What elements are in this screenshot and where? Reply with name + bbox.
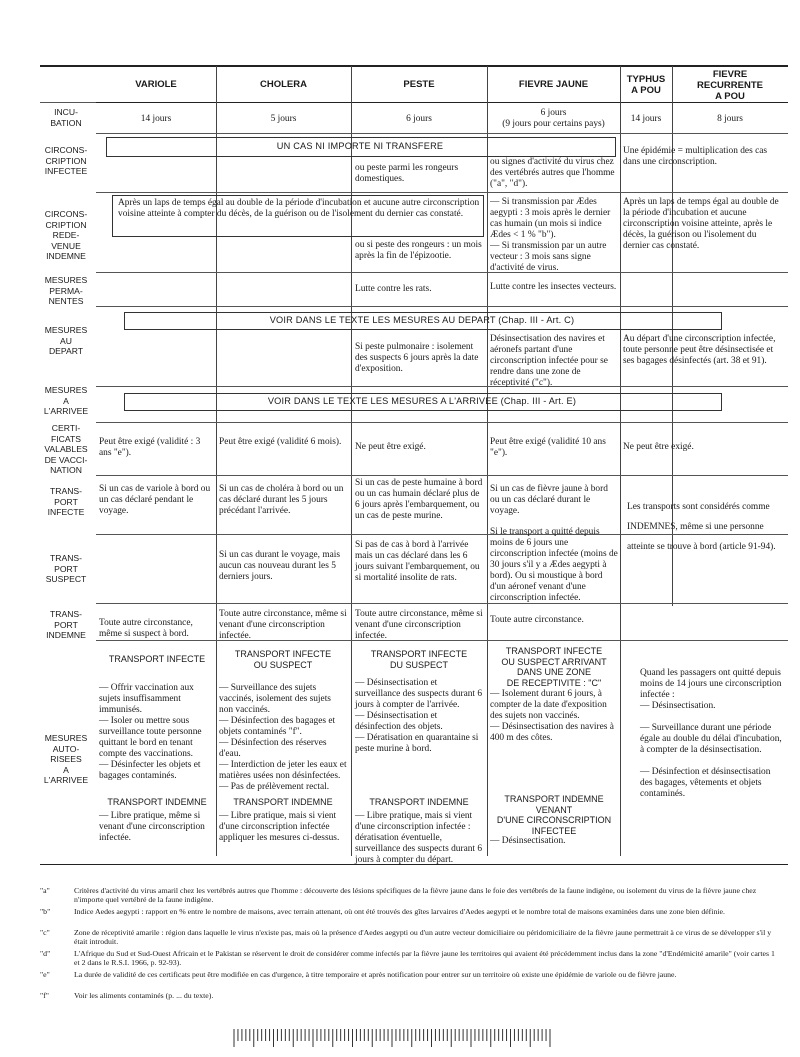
footnote-text: L'Afrique du Sud et Sud-Ouest Africain et le Pakistan se réservent le droit de considérer comme infectés par la fièvre jaune les territoires qui avaient été précédemment inclus dans la zone "d'Endémicité amarile" (voir cartes 1 et 2 dans le R.S.I. 1966, p. 92-93). [74, 949, 775, 967]
autorisees-peste-heading-1: TRANSPORT INFECTE DU SUSPECT [370, 649, 468, 670]
footnote-f [40, 991, 780, 1000]
footnote-key: "d" [40, 949, 51, 958]
depart-typhus-recurrente: Au départ d'une circonscription infectée, toute personne peut être désinsectisée et ses bagages désinfectés (art. 38 et 91). [623, 334, 776, 366]
col-header-typhus: TYPHUS A POU [626, 74, 666, 96]
row-separator [96, 475, 788, 476]
footnote-key: "b" [40, 907, 51, 916]
col-header-variole: VARIOLE [135, 79, 177, 90]
row-label-circonscription-redevenue-indemne: CIRCONS- CRIPTION REDE- VENUE INDEMNE [44, 209, 88, 261]
autorisees-peste-heading-2: TRANSPORT INDEMNE [369, 797, 469, 807]
footnote-key: "c" [40, 928, 50, 937]
banner-mesures-arrivee: VOIR DANS LE TEXTE LES MESURES A L'ARRIVEE (Chap. III - Art. E) [267, 396, 577, 406]
autorisees-peste-text-2: — Libre pratique, mais si vient d'une circonscription infectée : dératisation éventuelle, surveillance des suspects durant 6 jours à compter du départ. [355, 811, 483, 865]
footnote-text: Indice Aedes aegypti : rapport en % entre le nombre de maisons, avec terrain attenant, où ont été trouvés des gîtes larvaires d'Aedes aegypti et le nombre total de maisons examinées dans une zone bien définie. [74, 907, 725, 916]
autorisees-fievre-text-2: — Désinsectisation. [490, 836, 566, 846]
banner-mesures-depart: VOIR DANS LE TEXTE LES MESURES AU DEPART (Chap. III - Art. C) [269, 315, 575, 325]
infecte-variole: Si un cas de variole à bord ou un cas déclaré pendant le voyage. [99, 484, 211, 516]
incubation-cholera: 5 jours [270, 114, 297, 124]
col-header-peste: PESTE [403, 79, 435, 90]
autorisees-variole-text-2: — Libre pratique, même si venant d'une circonscription infectée. [99, 811, 205, 843]
row-separator [40, 102, 96, 103]
row-label-incubation: INCU- BATION [50, 107, 82, 128]
col-divider [216, 66, 217, 856]
indemne-fievre-jaune: Toute autre circonstance. [490, 615, 584, 625]
infecte-peste: Si un cas de peste humaine à bord ou un cas humain déclaré plus de 6 jours après l'embarquement, ou un cas de peste murine. [355, 478, 483, 521]
incubation-fievre-jaune: 6 jours (9 jours pour certains pays) [502, 108, 605, 129]
footnote-text: Critères d'activité du virus amaril chez les vertébrés autres que l'homme : découverte des lésions spécifiques de la fièvre jaune dans le foie des vertébrés de la faune indigène, ou isolement du virus de la fièvre jaune chez n'importe quel vertébré de la faune indigène. [74, 886, 757, 904]
autorisees-fievre-heading-2: TRANSPORT INDEMNE VENANT D'UNE CIRCONSCRIPTION INFECTEE [496, 794, 612, 836]
incubation-variole: 14 jours [140, 114, 172, 124]
footnote-key: "a" [40, 886, 50, 895]
infectee-typhus-recurrente: Une épidémie = multiplication des cas dans une circonscription. [623, 146, 768, 167]
certificats-variole: Peut être exigé (validité : 3 ans "e"). [99, 437, 201, 458]
autorisees-cholera-text-2: — Libre pratique, mais si vient d'une circonscription infectée appliquer les mesures ci-dessus. [219, 811, 340, 843]
footnote-b [40, 907, 780, 916]
transport-typhus-recurrente-note: Les transports sont considérés comme INDEMNES, même si une personne atteinte se trouve à bord (article 91-94). [627, 502, 776, 552]
footnote-d [40, 949, 780, 967]
row-separator [96, 133, 788, 134]
banner-un-cas: UN CAS NI IMPORTE NI TRANSFERE [276, 141, 444, 151]
autorisees-cholera-heading-1: TRANSPORT INFECTE OU SUSPECT [234, 649, 332, 670]
depart-peste: Si peste pulmonaire : isolement des suspects 6 jours après la date d'exposition. [355, 342, 479, 374]
row-label-transport-suspect: TRANS- PORT SUSPECT [45, 553, 87, 584]
row-label-mesures-permanentes: MESURES PERMA- NENTES [44, 275, 88, 306]
footnote-c [40, 928, 780, 946]
col-header-fievre-jaune: FIEVRE JAUNE [518, 79, 589, 90]
row-separator [96, 422, 788, 423]
footnote-key: "f" [40, 991, 49, 1000]
redevenue-boxed-text: Après un laps de temps égal au double de la période d'incubation et aucune autre circonscription voisine atteinte à compter du décès, de la guérison ou de l'isolement du dernier cas constaté. [118, 198, 480, 219]
redevenue-typhus-recurrente: Après un laps de temps égal au double de la période d'incubation et aucune circonscription voisine atteinte, après le décès, la guérison ou l'isolement du dernier cas constaté. [623, 197, 779, 251]
col-divider [620, 66, 621, 856]
indemne-peste: Toute autre circonstance, même si venant d'une circonscription infectée. [355, 609, 483, 641]
row-label-certificats: CERTI- FICATS VALABLES DE VACCI- NATION [44, 423, 88, 475]
col-header-cholera: CHOLERA [260, 79, 307, 90]
autorisees-cholera-text-1: — Surveillance des sujets vaccinés, isolement des sujets non vaccinés. — Désinfection des bagages et objets contaminés "f". — Désinfection des réserves d'eau. — Interdiction de jeter les eaux et matières usées non désinfectées. — Pas de prélèvement rectal. [219, 683, 347, 792]
infectee-fievre-jaune: ou signes d'activité du virus chez des vertébrés autres que l'homme ("a", "d"). [490, 157, 615, 189]
certificats-cholera: Peut être exigé (validité 6 mois). [219, 437, 342, 447]
infecte-cholera: Si un cas de choléra à bord ou un cas déclaré durant les 5 jours précédant l'arrivée. [219, 484, 344, 516]
scan-ruler [232, 1027, 552, 1049]
suspect-cholera: Si un cas durant le voyage, mais aucun cas nouveau durant les 5 derniers jours. [219, 550, 341, 582]
infecte-fievre-jaune: Si un cas de fièvre jaune à bord ou un cas déclaré durant le voyage. [490, 484, 608, 516]
autorisees-variole-heading-1: TRANSPORT INFECTE [108, 654, 206, 664]
depart-fievre-jaune: Désinsectisation des navires et aéronefs partant d'une circonscription infectée pour se rendre dans une zone de réceptivité ("c"). [490, 334, 608, 388]
autorisees-typhus-recurrente: Quand les passagers ont quitté depuis moins de 14 jours une circonscription infectée : — Désinsectisation. — Surveillance durant une période égale au double du délai d'incubation, à compter de la désinsectisation. — Désinfection et désinsectisation des bagages, vêtements et objets contaminés. [640, 668, 782, 799]
footnote-text: La durée de validité de ces certificats peut être modifiée en cas d'urgence, à titre temporaire et après notification pour entrer sur un territoire où existe une épidémie de variole ou de fièvre jaune. [74, 970, 677, 979]
footnote-text: Voir les aliments contaminés (p. ... du texte). [74, 991, 214, 1000]
row-label-transport-indemne: TRANS- PORT INDEMNE [46, 609, 86, 640]
indemne-variole: Toute autre circonstance, même si suspect à bord. [99, 618, 193, 639]
redevenue-peste: ou si peste des rongeurs : un mois après la fin de l'épizootie. [355, 240, 482, 261]
row-label-mesures-a-l-arrivee: MESURES A L'ARRIVEE [43, 385, 89, 416]
autorisees-peste-text-1: — Désinsectisation et surveillance des suspects durant 6 jours à compter de l'arrivée. — Désinsectisation et désinfection des objets. — Dératisation en quarantaine si peste murine à bord. [355, 678, 483, 754]
footnote-a [40, 886, 780, 904]
col-divider [487, 66, 488, 856]
row-label-mesures-au-depart: MESURES AU DEPART [44, 325, 88, 356]
row-label-mesures-autorisees: MESURES AUTO- RISEES A L'ARRIVEE [43, 733, 89, 785]
certificats-typhus-recurrente: Ne peut être exigé. [623, 442, 694, 452]
footnote-key: "e" [40, 970, 50, 979]
footnote-text: Zone de réceptivité amarile : région dans laquelle le virus n'existe pas, mais où la présence d'Aedes aegypti ou d'un autre vecteur domiciliaire ou péridomiciliaire de la fièvre jaune permettrait à ce virus de se développer s'il y était introduit. [74, 928, 772, 946]
table-top-border [40, 65, 788, 67]
row-label-transport-infecte: TRANS- PORT INFECTE [47, 486, 85, 517]
incubation-typhus: 14 jours [630, 114, 662, 124]
autorisees-variole-heading-2: TRANSPORT INDEMNE [107, 797, 207, 807]
autorisees-fievre-heading-1: TRANSPORT INFECTE OU SUSPECT ARRIVANT DANS UNE ZONE DE RECEPTIVITE : "C" [501, 646, 607, 688]
suspect-fievre-jaune: Si le transport a quitté depuis moins de 6 jours une circonscription infectée (moins de 30 jours s'il y a Ædes aegypti à bord). Ou si moustique à bord d'un aéronef venant d'une circonscription infectée. [490, 527, 618, 603]
autorisees-fievre-text-1: — Isolement durant 6 jours, à compter de la date d'exposition des sujets non vaccinés. — Désinsectisation des navires à 400 m des côtes. [490, 689, 614, 743]
col-header-recurrente: FIEVRE RECURRENTE A POU [697, 69, 763, 102]
row-separator [96, 192, 788, 193]
row-separator [96, 603, 788, 604]
row-label-circonscription-infectee: CIRCONS- CRIPTION INFECTEE [44, 145, 88, 176]
incubation-peste: 6 jours [406, 114, 432, 124]
autorisees-cholera-heading-2: TRANSPORT INDEMNE [233, 797, 333, 807]
infectee-peste: ou peste parmi les rongeurs domestiques. [355, 163, 459, 184]
permanentes-peste: Lutte contre les rats. [355, 284, 432, 294]
header-bottom-border [96, 102, 788, 103]
suspect-peste: Si pas de cas à bord à l'arrivée mais un cas déclaré dans les 6 jours suivant l'embarquement, ou si mortalité insolite de rats. [355, 540, 480, 583]
indemne-cholera: Toute autre circonstance, même si venant d'une circonscription infectée. [219, 609, 347, 641]
row-separator [96, 272, 788, 273]
certificats-peste: Ne peut être exigé. [355, 442, 426, 452]
redevenue-fievre-jaune: — Si transmission par Ædes aegypti : 3 mois après le dernier cas humain (un mois si indice Ædes < 1 % "b"). — Si transmission par un autre vecteur : 3 mois sans signe d'activité de virus. [490, 197, 611, 273]
row-separator [96, 306, 788, 307]
col-divider [351, 66, 352, 856]
certificats-fievre-jaune: Peut être exigé (validité 10 ans "e"). [490, 437, 606, 458]
autorisees-variole-text-1: — Offrir vaccination aux sujets insuffisamment immunisés. — Isoler ou mettre sous surveillance toute personne quittant le bord en tenant compte des vaccinations. — Désinfecter les objets et bagages contaminés. [99, 683, 202, 781]
incubation-recurrente: 8 jours [717, 114, 743, 124]
permanentes-fievre-jaune: Lutte contre les insectes vecteurs. [490, 282, 617, 292]
footnote-e [40, 970, 780, 979]
row-separator [96, 386, 788, 387]
